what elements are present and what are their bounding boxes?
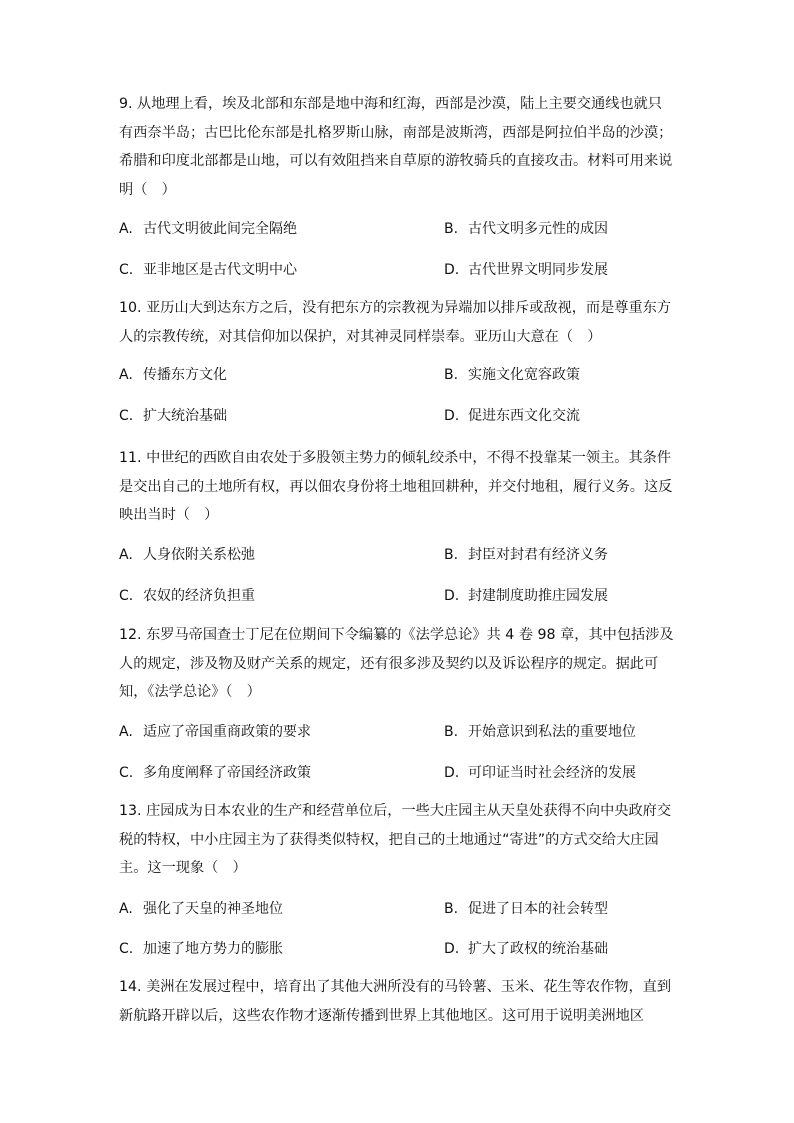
option-text: 封臣对封君有经济义务 (468, 546, 608, 563)
option-letter: A. (119, 546, 133, 563)
option-letter: B. (444, 546, 459, 563)
option-letter: D. (444, 940, 460, 957)
option-letter: C. (119, 764, 134, 781)
option-letter: C. (119, 587, 134, 604)
option-text: 开始意识到私法的重要地位 (468, 723, 636, 740)
option-d[interactable] (444, 406, 580, 426)
question-10 (119, 294, 674, 424)
option-a[interactable] (119, 219, 297, 239)
option-letter: D. (444, 262, 460, 278)
option-text: 扩大了政权的统治基础 (468, 940, 608, 957)
option-text: 封建制度助推庄园发展 (468, 587, 608, 604)
option-letter: B. (444, 367, 459, 383)
option-text: 人身依附关系松弛 (143, 546, 255, 563)
option-letter: A. (119, 900, 133, 917)
option-letter: B. (444, 723, 459, 740)
option-d[interactable] (444, 763, 636, 783)
option-text: 古代文明彼此间完全隔绝 (143, 221, 297, 237)
option-letter: A. (119, 221, 133, 237)
option-a[interactable] (119, 722, 311, 742)
option-letter: D. (444, 587, 460, 604)
question-stem: 13. 庄园成为日本农业的生产和经营单位后，一些大庄园主从天皇处获得不向中央政府交税的特权，中小庄园主为了获得类似特权，把自己的土地通过“寄进”的方式交给大庄园主。这一现象（ ） (119, 803, 672, 876)
option-b[interactable] (444, 365, 580, 385)
option-c[interactable] (119, 586, 255, 606)
question-stem: 10. 亚历山大到达东方之后，没有把东方的宗教视为异端加以排斥或敌视，而是尊重东方人的宗教传统，对其信仰加以保护，对其神灵同样崇奉。亚历山大意在（ ） (119, 300, 672, 345)
option-letter: B. (444, 900, 459, 917)
option-letter: C. (119, 262, 134, 278)
option-text: 传播东方文化 (143, 367, 227, 383)
question-12 (119, 621, 674, 781)
option-b[interactable] (444, 545, 608, 565)
option-text: 促进东西文化交流 (468, 408, 580, 424)
question-stem: 14. 美洲在发展过程中，培育出了其他大洲所没有的马铃薯、玉米、花生等农作物，直到新航路开辟以后，这些农作物才逐渐传播到世界上其他地区。这可用于说明美洲地区 (119, 979, 672, 1024)
option-text: 扩大统治基础 (143, 408, 227, 424)
question-11 (119, 444, 674, 604)
option-a[interactable] (119, 365, 227, 385)
option-text: 多角度阐释了帝国经济政策 (143, 764, 311, 781)
question-9 (119, 90, 674, 278)
option-d[interactable] (444, 260, 608, 280)
option-c[interactable] (119, 260, 297, 280)
question-stem: 12. 东罗马帝国查士丁尼在位期间下令编纂的《法学总论》共 4 卷 98 章，其中包括涉及人的规定，涉及物及财产关系的规定，还有很多涉及契约以及诉讼程序的规定。据此可知，《法学总论》（ ） (119, 627, 674, 700)
option-text: 适应了帝国重商政策的要求 (143, 723, 311, 740)
option-b[interactable] (444, 722, 636, 742)
option-text: 亚非地区是古代文明中心 (143, 262, 297, 278)
option-letter: D. (444, 764, 460, 781)
option-b[interactable] (444, 899, 608, 919)
option-a[interactable] (119, 545, 255, 565)
option-letter: C. (119, 940, 134, 957)
option-d[interactable] (444, 939, 608, 959)
option-a[interactable] (119, 899, 283, 919)
question-14 (119, 973, 674, 1030)
question-stem: 9. 从地理上看，埃及北部和东部是地中海和红海，西部是沙漠，陆上主要交通线也就只有西奈半岛；古巴比伦东部是扎格罗斯山脉，南部是波斯湾，西部是阿拉伯半岛的沙漠；希腊和印度北部都是山地，可以有效阻挡来自草原的游牧骑兵的直接攻击。材料可用来说明（ ） (119, 96, 673, 198)
option-text: 实施文化宽容政策 (468, 367, 580, 383)
option-letter: A. (119, 367, 133, 383)
option-b[interactable] (444, 219, 608, 239)
option-letter: C. (119, 408, 134, 424)
option-text: 促进了日本的社会转型 (468, 900, 608, 917)
option-letter: B. (444, 221, 459, 237)
option-d[interactable] (444, 586, 608, 606)
option-text: 可印证当时社会经济的发展 (468, 764, 636, 781)
option-text: 加速了地方势力的膨胀 (143, 940, 283, 957)
option-c[interactable] (119, 763, 311, 783)
option-c[interactable] (119, 406, 227, 426)
question-stem: 11. 中世纪的西欧自由农处于多股领主势力的倾轧绞杀中，不得不投靠某一领主。其条件是交出自己的土地所有权，再以佃农身份将土地租回耕种，并交付地租，履行义务。这反映出当时（ ） (119, 450, 673, 523)
option-text: 强化了天皇的神圣地位 (143, 900, 283, 917)
option-text: 古代文明多元性的成因 (468, 221, 608, 237)
option-text: 古代世界文明同步发展 (468, 262, 608, 278)
question-13 (119, 797, 674, 957)
option-text: 农奴的经济负担重 (143, 587, 255, 604)
option-c[interactable] (119, 939, 283, 959)
option-letter: D. (444, 408, 460, 424)
option-letter: A. (119, 723, 133, 740)
